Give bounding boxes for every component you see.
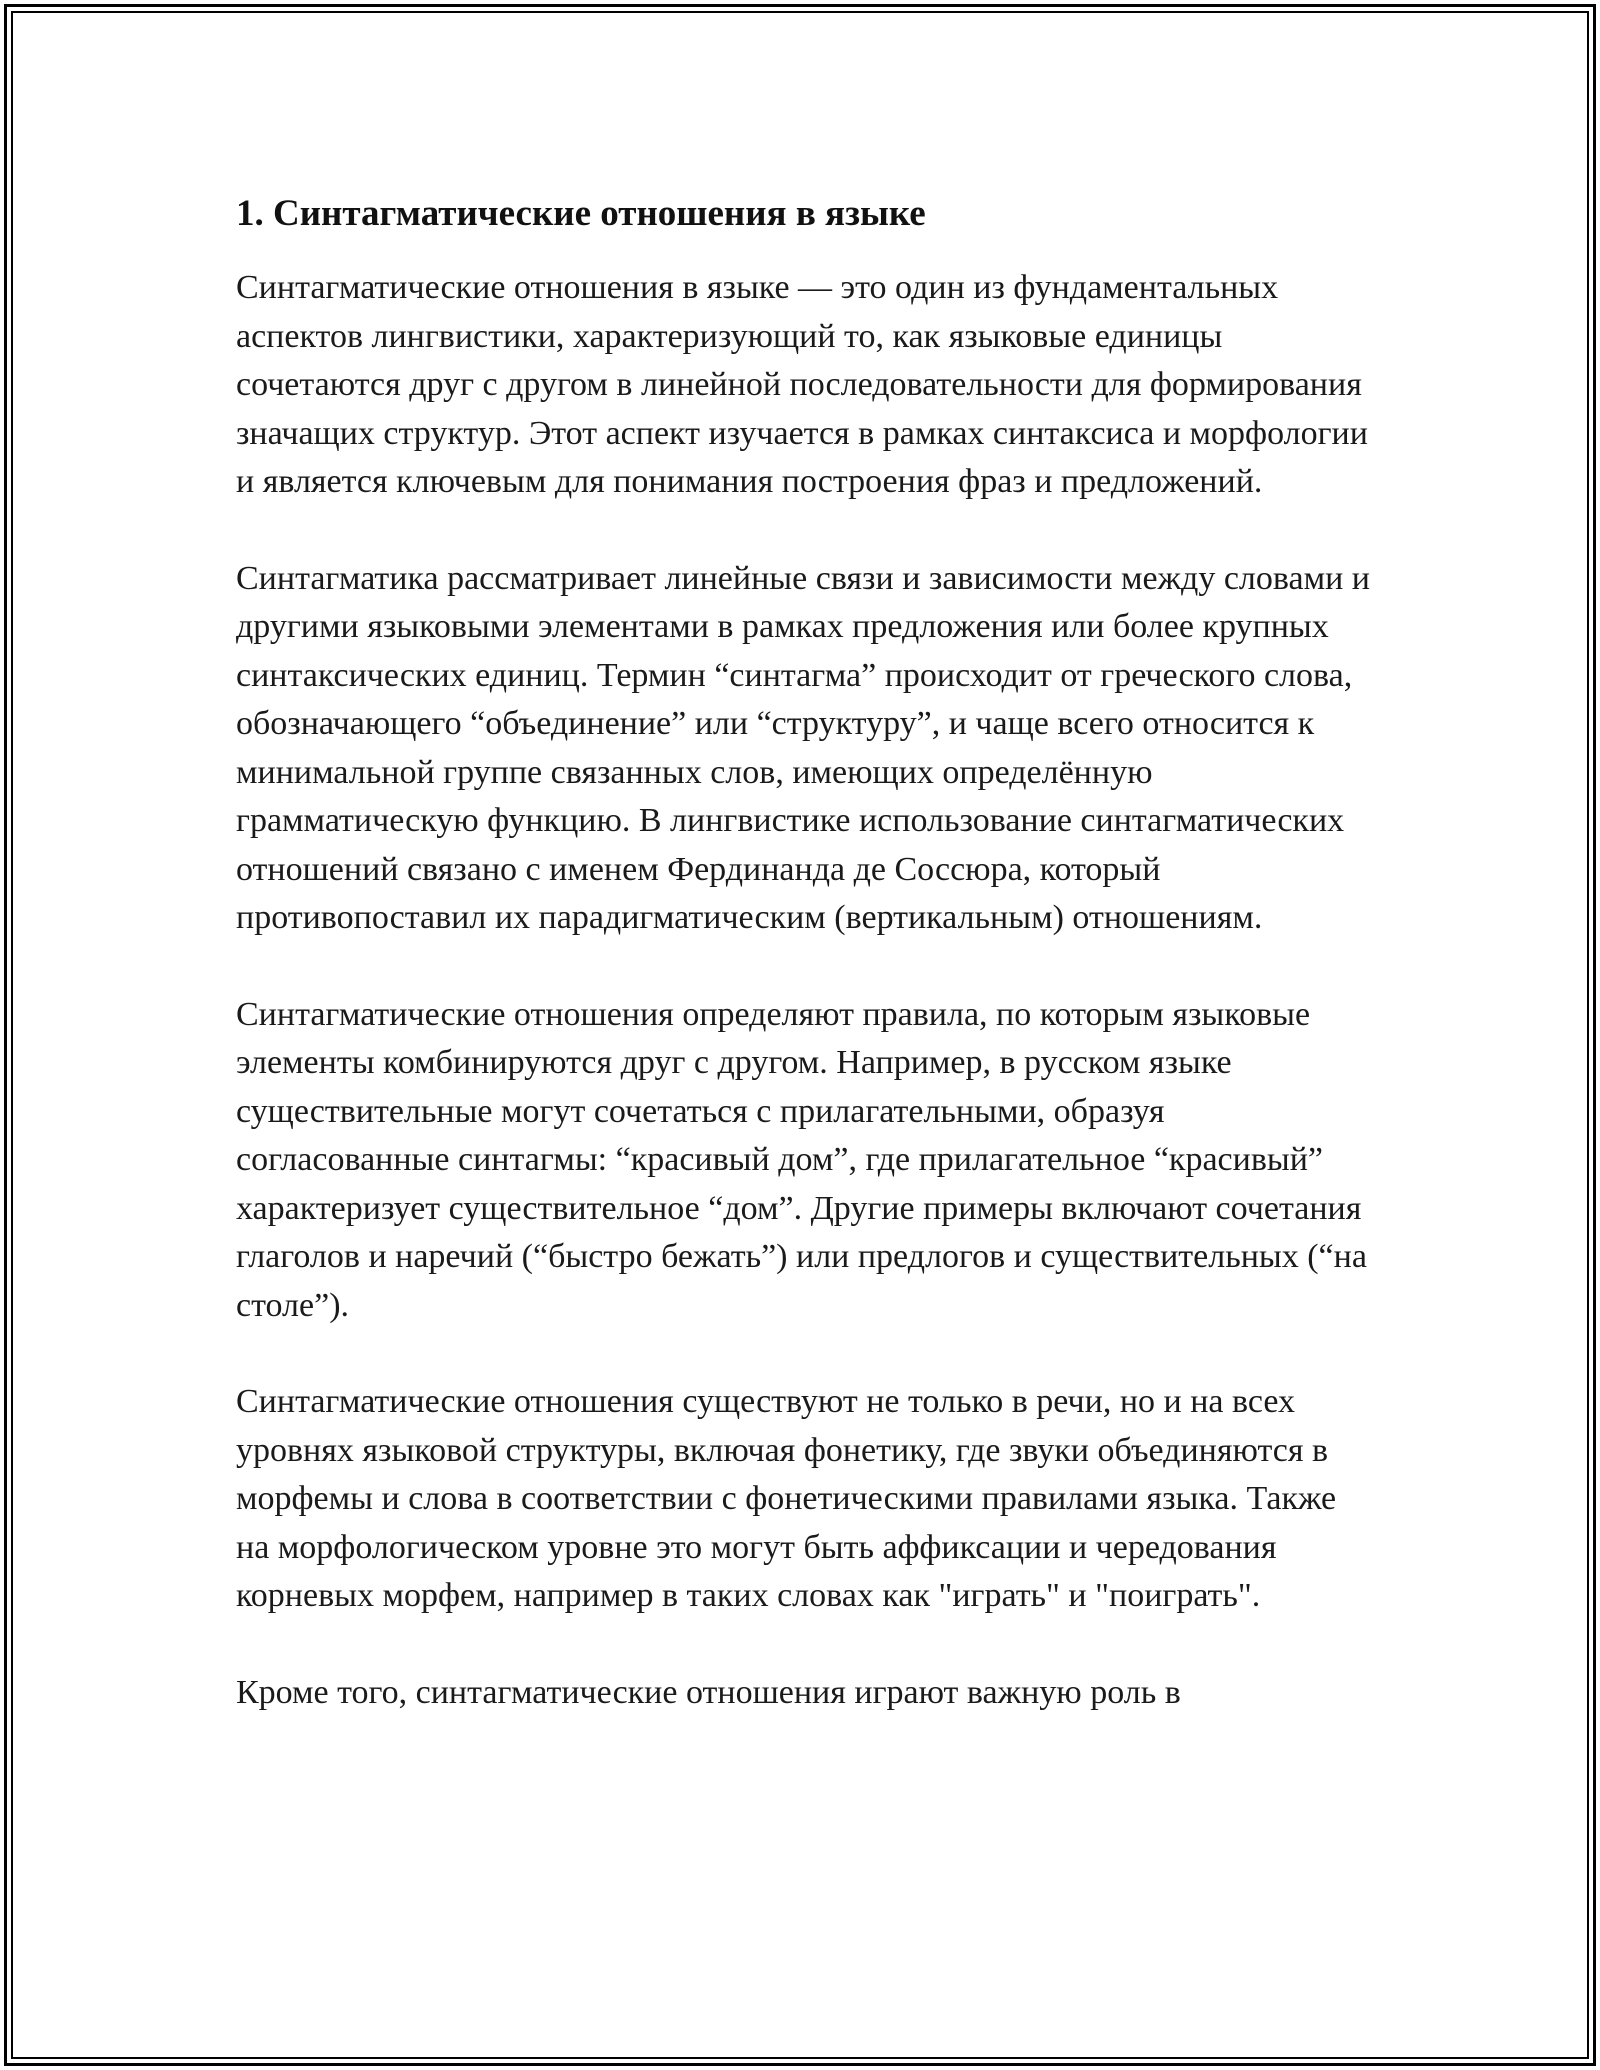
paragraph-1: Синтагматические отношения в языке — это один из фундаментальных аспектов лингвистики, характеризующий то, как языковые единицы сочетаются друг с другом в линейной последовательности для формирования значащих структур. Этот аспект изучается в рамках синтаксиса и морфологии и является ключевым для понимания построения фраз и предложений. [236,269,1368,500]
paragraph-3: Синтагматические отношения определяют правила, по которым языковые элементы комбинируются друг с другом. Например, в русском языке существительные могут сочетаться с прилагательными, образуя согласованные синтагмы: “красивый дом”, где прилагательное “красивый” характеризует существительное “дом”. Другие примеры включают сочетания глаголов и наречий (“быстро бежать”) или предлогов и существительных (“на столе”). [236,995,1367,1324]
paragraph-2: Синтагматика рассматривает линейные связи и зависимости между словами и другими языковыми элементами в рамках предложения или более крупных синтаксических единиц. Термин “синтагма” происходит от греческого слова, обозначающего “объединение” или “структуру”, и чаще всего относится к минимальной группе связанных слов, имеющих определённую грамматическую функцию. В лингвистике использование синтагматических отношений связано с именем Фердинанда де Соссюра, который противопоставил их парадигматическим (вертикальным) отношениям. [236,559,1371,936]
section-heading: 1. Синтагматические отношения в языке [236,193,926,234]
document-body [236,188,1376,1765]
paragraph-5: Кроме того, синтагматические отношения играют важную роль в [236,1673,1181,1711]
paragraph-4: Синтагматические отношения существуют не только в речи, но и на всех уровнях языковой структуры, включая фонетику, где звуки объединяются в морфемы и слова в соответствии с фонетическими правилами языка. Также на морфологическом уровне это могут быть аффиксации и чередования корневых морфем, например в таких словах как "играть" и "поиграть". [236,1383,1337,1614]
